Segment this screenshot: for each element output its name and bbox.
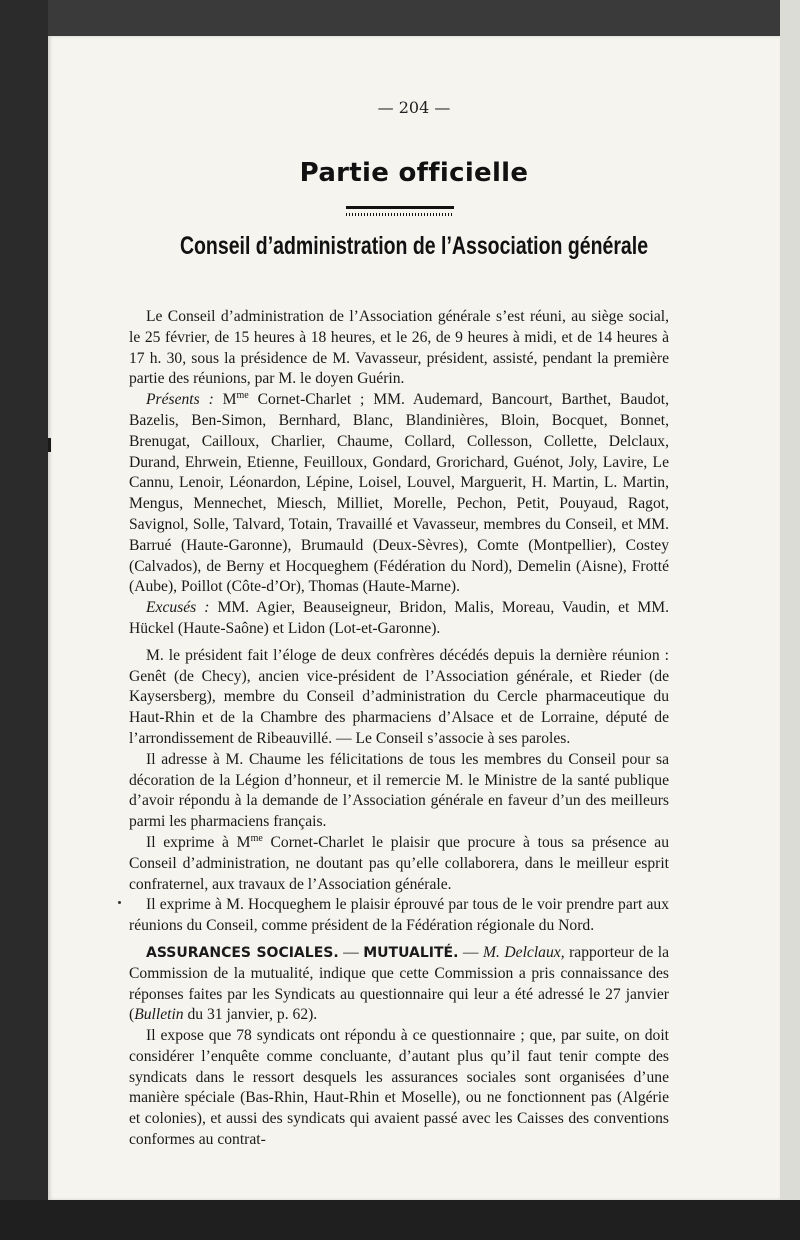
paragraph-welcome-cornet bbox=[129, 833, 669, 895]
document-page bbox=[48, 36, 780, 1200]
paragraph-survey-results: Il expose que 78 syndicats ont répondu à ce questionnaire ; que, par suite, on doit considérer l’enquête comme concluante, d’autant plus qu’il faut tenir compte des syndicats dans le ressort desquels les assurances sociales sont organisées d’une manière spéciale (Bas-Rhin, Haut-Rhin et Moselle), ou ne fonctionnent pas (Algérie et colonies), et aussi des syndicats qui avaient passé avec les Caisses des conventions conformes au contrat- bbox=[129, 1027, 669, 1149]
paragraph-social-insurance bbox=[129, 943, 669, 1026]
next-page-edge bbox=[780, 0, 800, 1240]
present-label: Présents : bbox=[146, 391, 214, 409]
paragraph-welcome-hocqueghem: Il exprime à M. Hocqueghem le plaisir éprouvé par tous de le voir prendre part aux réunions du Conseil, comme président de la Fédération régionale du Nord. bbox=[129, 896, 669, 935]
article-title: Conseil d’administration de l’Association générale bbox=[179, 232, 649, 260]
mme-superscript: me bbox=[236, 390, 249, 401]
title-underline bbox=[346, 206, 454, 216]
paragraph-present bbox=[129, 390, 669, 598]
heading-assurances-sociales: ASSURANCES SOCIALES. bbox=[146, 944, 339, 961]
article-body bbox=[129, 307, 669, 1151]
paragraph-excused bbox=[129, 598, 669, 640]
margin-mark bbox=[48, 438, 51, 452]
section-title: Partie officielle bbox=[299, 158, 529, 188]
welcome-text-end: Cornet-Charlet le plaisir que procure à tous sa présence au Conseil d’administration, ne doutant pas qu’elle collaborera, dans le meilleur esprit confraternel, aux travaux de l’Association générale. bbox=[129, 833, 669, 893]
welcome-text-start: Il exprime à M bbox=[146, 833, 251, 851]
present-list: Cornet-Charlet ; MM. Audemard, Bancourt, Barthet, Baudot, Bazelis, Ben-Simon, Bernhard, Blanc, Blandinières, Bloin, Bocquet, Bonnet, Brenugat, Cailloux, Charlier, Chaume, Collard, Collesson, Collette, Delclaux, Durand, Ehrwein, Etienne, Feuilloux, Gondard, Grorichard, Guénot, Joly, Lavire, Le Cannu, Lenoir, Léonardon, Lépine, Loisel, Louvel, Marguerit, H. Martin, L. Martin, Mengus, Mennechet, Miesch, Milliet, Morelle, Pechon, Petit, Pouyaud, Ragot, Savignol, Solle, Talvard, Totain, Travaillé et Vavasseur, membres du Conseil, et MM. Barrué (Haute-Garonne), Brumauld (Deux-Sèvres), Comte (Montpellier), Costey (Calvados), de Berny et Hocqueghem (Fédération du Nord), Demelin (Aisne), Frotté (Aube), Poillot (Côte-d’Or), Thomas (Haute-Marne). bbox=[129, 391, 670, 596]
report-text-1: rapporteur de la Commission de la mutualité, indique que cette Commission a pris connaissance des réponses faites par les Syndicats au questionnaire qui leur a été adressé le 27 janvier ( bbox=[129, 943, 670, 1024]
excused-label: Excusés : bbox=[146, 599, 210, 617]
scan-background-bottom bbox=[0, 1200, 800, 1240]
scan-background-top bbox=[0, 0, 800, 36]
paragraph-opening: Le Conseil d’administration de l’Association générale s’est réuni, au siège social, le 25 février, de 15 heures à 18 heures, et le 26, de 9 heures à midi, et de 14 heures à 17 h. 30, sous la présidence de M. Vavasseur, président, assisté, pendant la première partie des réunions, par M. le doyen Guérin. bbox=[129, 308, 669, 388]
page-number: — 204 — bbox=[377, 98, 451, 117]
paragraph-mark bbox=[118, 901, 121, 904]
paragraph-tribute: M. le président fait l’éloge de deux confrères décédés depuis la dernière réunion : Genêt (de Checy), ancien vice-président de l’Association générale, et Rieder (de Kaysersberg), membre du Conseil d’administration du Cercle pharmaceutique du Haut-Rhin et de la Chambre des pharmaciens d’Alsace et de Lorraine, député de l’arrondissement de Ribeauvillé. — Le Conseil s’associe à ses paroles. bbox=[129, 646, 669, 747]
paragraph-congratulations: Il adresse à M. Chaume les félicitations de tous les membres du Conseil pour sa décoration de la Légion d’honneur, et il remercie M. le Ministre de la santé publique d’avoir répondu à la demande de l’Association générale en faveur d’un des meilleurs parmi les pharmaciens français. bbox=[129, 750, 669, 831]
heading-dash-1: — bbox=[338, 943, 364, 961]
heading-mutualite: MUTUALITÉ. bbox=[363, 944, 459, 961]
mme-abbrev: M bbox=[222, 391, 237, 409]
excused-list: MM. Agier, Beauseigneur, Bridon, Malis, Moreau, Vaudin, et MM. Hückel (Haute-Saône) et Lidon (Lot-et-Garonne). bbox=[129, 599, 669, 637]
report-text-2: du 31 janvier, p. 62). bbox=[183, 1006, 318, 1024]
speaker-name: M. Delclaux, bbox=[483, 943, 565, 961]
mme-superscript-2: me bbox=[250, 832, 263, 844]
heading-dash-2: — bbox=[458, 943, 484, 961]
scan-background-left bbox=[0, 0, 48, 1240]
bulletin-reference: Bulletin bbox=[134, 1006, 184, 1024]
